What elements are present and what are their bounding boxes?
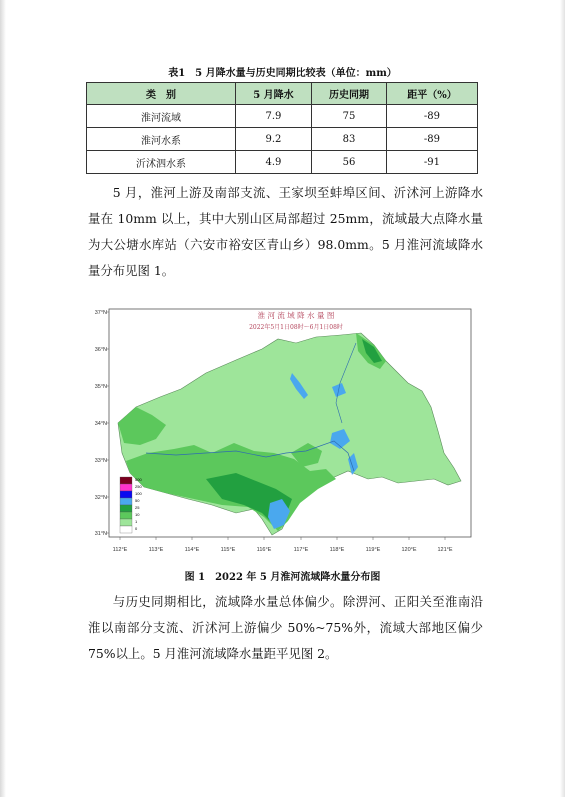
lat-label: 34°N [94,421,107,427]
lon-label: 115°E [220,547,236,553]
table-cell: 75 [311,105,386,128]
lon-label: 112°E [112,547,128,553]
map-title: 淮 河 流 域 降 水 量 图 [257,311,335,320]
table-cell: 83 [311,128,386,151]
lon-label: 116°E [256,547,272,553]
lon-labels [113,547,453,553]
table-cell: 淮河流域 [87,105,236,128]
legend-swatch [120,519,132,526]
header-category: 类 别 [87,83,236,105]
lon-label: 118°E [329,547,345,553]
lat-label: 36°N [94,347,107,353]
legend-swatch [120,526,132,533]
legend-label: 500 [135,477,142,482]
lat-label: 32°N [94,495,107,501]
table-cell: 56 [311,151,386,174]
table-cell: -89 [386,105,477,128]
precipitation-map [86,303,476,563]
table-cell: -89 [386,128,477,151]
table-cell: 9.2 [235,128,311,151]
lon-label: 114°E [184,547,200,553]
lat-labels [95,310,107,537]
lat-label: 35°N [94,384,107,390]
table-row [87,151,478,174]
page-edge-left [0,0,6,797]
lon-label: 113°E [148,547,164,553]
table-cell: 淮河水系 [87,128,236,151]
map-subtitle: 2022年5月1日08时～6月1日08时 [249,324,343,331]
table-cell: -91 [386,151,477,174]
legend-swatch [120,484,132,491]
legend-label: 0 [135,526,138,531]
lat-label: 37°N [94,310,107,316]
legend-label: 25 [135,505,140,510]
table-header-row [87,83,478,105]
legend-swatch [120,477,132,484]
legend-label: 100 [135,491,142,496]
legend-label: 1 [135,519,138,524]
legend-swatch [120,512,132,519]
legend-label: 10 [135,512,140,517]
paragraph-anomaly: 与历史同期相比，流域降水量总体偏少。除淠河、正阳关至淮南沿淮以南部分支流、沂沭河上游偏少 50%~75%外，流域大部地区偏少 75%以上。5 月淮河流域降水量距平见图 2。 [88,594,483,661]
legend-swatch [120,505,132,512]
table-cell: 4.9 [235,151,311,174]
lon-label: 121°E [437,547,453,553]
lon-label: 117°E [293,547,309,553]
figure-caption: 图 1 2022 年 5 月淮河流域降水量分布图 [184,572,381,583]
table-row [87,105,478,128]
table-caption: 表1 5 月降水量与历史同期比较表（单位：mm） [168,68,397,79]
legend-swatch [120,498,132,505]
paragraph-may-precipitation: 5 月，淮河上游及南部支流、王家坝至蚌埠区间、沂沭河上游降水量在 10mm 以上，其中大别山区局部超过 25mm，流域最大点降水量为大公塘水库站（六安市裕安区青山乡）98.0mm。5 月淮河流域降水量分布见图 1。 [88,185,483,278]
lon-label: 120°E [401,547,417,553]
table-cell: 沂沭泗水系 [87,151,236,174]
lat-label: 33°N [94,458,107,464]
header-anomaly: 距平（%） [386,83,477,105]
legend-swatch [120,491,132,498]
comparison-table [86,82,478,174]
lat-label: 31°N [94,531,107,537]
legend-label: 250 [135,484,142,489]
header-historical: 历史同期 [311,83,386,105]
legend-label: 50 [135,498,140,503]
header-may-precip: 5 月降水 [235,83,311,105]
lon-label: 119°E [365,547,381,553]
page-edge-right [560,0,565,797]
table-row [87,128,478,151]
table-cell: 7.9 [235,105,311,128]
